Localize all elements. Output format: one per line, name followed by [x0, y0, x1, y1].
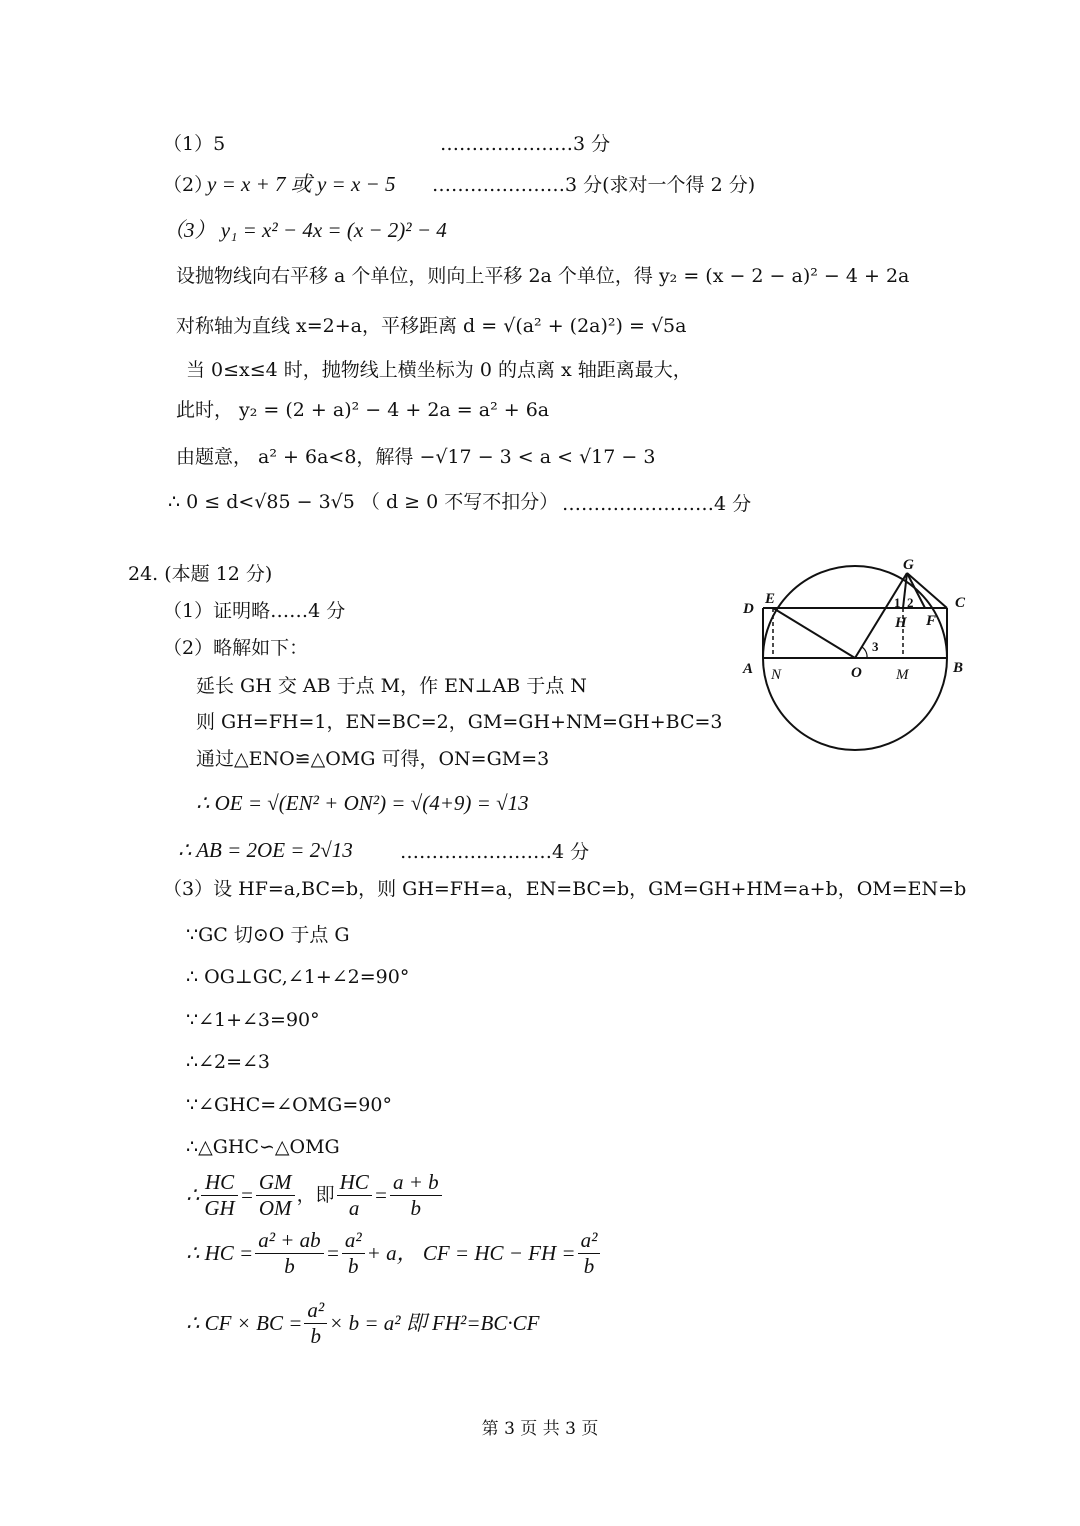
label-a: A	[743, 661, 754, 677]
page-footer: 第 3 页 共 3 页	[481, 1419, 599, 1439]
q24-part2-step2: 则 GH=FH=1，EN=BC=2，GM=GH+NM=GH+BC=3	[196, 711, 723, 733]
label-m: M	[896, 667, 909, 683]
q23-part2-math: y = x + 7 或 y = x − 5	[207, 172, 396, 196]
label-e: E	[765, 591, 776, 607]
label-b: B	[953, 660, 964, 676]
q24-part3-line8: ∴ HC = $\frac{\text{a² + ab}}{b}$ = $\frac{\text{a²}}{b}$ + a， CF = HC − FH = $\frac{\text{a²}}{b}$	[186, 1228, 602, 1279]
q24-part2-step4: ∴ OE = √(EN² + ON²) = √(4+9) = √13	[196, 791, 529, 815]
q23-part2-score: …………………3 分(求对一个得 2 分)	[432, 174, 756, 196]
label-f: F	[926, 613, 937, 629]
q23-part1-score: …………………3 分	[440, 133, 611, 155]
q23-part3-score: ……………………4 分	[562, 493, 752, 515]
q24-part3-line6: ∴△GHC∽△OMG	[186, 1136, 340, 1158]
q24-part3-line1: ∵GC 切⊙O 于点 G	[186, 924, 350, 946]
angle-3-arc	[862, 647, 867, 658]
angle-label-1: 1	[894, 595, 901, 610]
fraction-aplusb-b: $\frac{a + b}{b}$	[390, 1170, 442, 1221]
q24-part3-line7: ∴ $\frac{HC}{GH}$ = $\frac{GM}{OM}$ ，即 $\frac{HC}{a}$ = $\frac{a + b}{b}$	[186, 1170, 444, 1221]
q24-part3-line2: ∴ OG⊥GC,∠1+∠2=90°	[186, 966, 410, 988]
q24-header: 24. (本题 12 分)	[128, 563, 273, 585]
q23-part3-line4: 当 0≤x≤4 时，抛物线上横坐标为 0 的点离 x 轴距离最大，	[186, 359, 692, 381]
geometry-figure	[735, 555, 980, 760]
q24-part2-heading: （2）略解如下：	[163, 637, 309, 659]
fraction-a2-b-final: $\frac{\text{a²}}{b}$	[304, 1298, 327, 1349]
fraction-hc-gh: $\frac{HC}{GH}$	[201, 1170, 237, 1221]
angle-label-3: 3	[872, 639, 879, 654]
label-n: N	[771, 667, 782, 683]
label-h: H	[895, 615, 907, 631]
therefore-symbol: ∴	[186, 1183, 200, 1208]
q24-part3-line5: ∵∠GHC=∠OMG=90°	[186, 1094, 392, 1116]
q24-part2-step1: 延长 GH 交 AB 于点 M，作 EN⊥AB 于点 N	[196, 675, 587, 697]
fraction-gm-om: $\frac{GM}{OM}$	[256, 1170, 295, 1221]
q24-part3-line3: ∵∠1+∠3=90°	[186, 1009, 320, 1031]
q24-part2-step5: ∴ AB = 2OE = 2√13	[178, 838, 353, 862]
label-o: O	[851, 665, 862, 681]
q23-part3-line1: （3） y₁ = x² − 4x = (x − 2)² − 4	[163, 218, 447, 242]
q23-part3-line5: 此时， y₂ = (2 + a)² − 4 + 2a = a² + 6a	[176, 399, 550, 421]
q23-part3-conclusion: ∴ 0 ≤ d<√85 − 3√5 （ d ≥ 0 不写不扣分）	[168, 491, 559, 513]
q23-part3-line2: 设抛物线向右平移 a 个单位，则向上平移 2a 个单位，得 y₂ = (x − 2 − a)² − 4 + 2a	[176, 265, 910, 287]
q24-part3-line9: ∴ CF × BC = $\frac{\text{a²}}{b}$ × b = a² 即 FH²=BC·CF	[186, 1298, 540, 1349]
angle-label-2: 2	[907, 595, 914, 610]
q24-part2-score: ……………………4 分	[400, 841, 590, 863]
q24-part3-setup: （3）设 HF=a,BC=b，则 GH=FH=a，EN=BC=b，GM=GH+HM=a+b，OM=EN=b	[163, 878, 967, 900]
label-c: C	[955, 595, 966, 611]
q23-part2-label: （2）	[163, 174, 214, 196]
label-d: D	[743, 601, 754, 617]
fraction-cf-result: $\frac{\text{a²}}{b}$	[578, 1228, 601, 1279]
label-g: G	[903, 557, 914, 573]
fraction-hc-expr: $\frac{\text{a² + ab}}{b}$	[255, 1228, 323, 1279]
q23-part3-line6: 由题意， a² + 6a<8，解得 −√17 − 3 < a < √17 − 3	[176, 446, 656, 468]
q24-part1: （1）证明略……4 分	[163, 600, 346, 622]
segment-eo	[773, 608, 855, 658]
q23-part1: （1）5	[163, 133, 226, 155]
fraction-a2-b: $\frac{\text{a²}}{b}$	[342, 1228, 365, 1279]
q23-part3-line3: 对称轴为直线 x=2+a，平移距离 d = √(a² + (2a)²) = √5a	[176, 315, 687, 337]
fraction-hc-a: $\frac{HC}{a}$	[337, 1170, 372, 1221]
q24-part3-line4: ∴∠2=∠3	[186, 1051, 271, 1073]
q24-part2-step3: 通过△ENO≌△OMG 可得，ON=GM=3	[196, 748, 550, 770]
